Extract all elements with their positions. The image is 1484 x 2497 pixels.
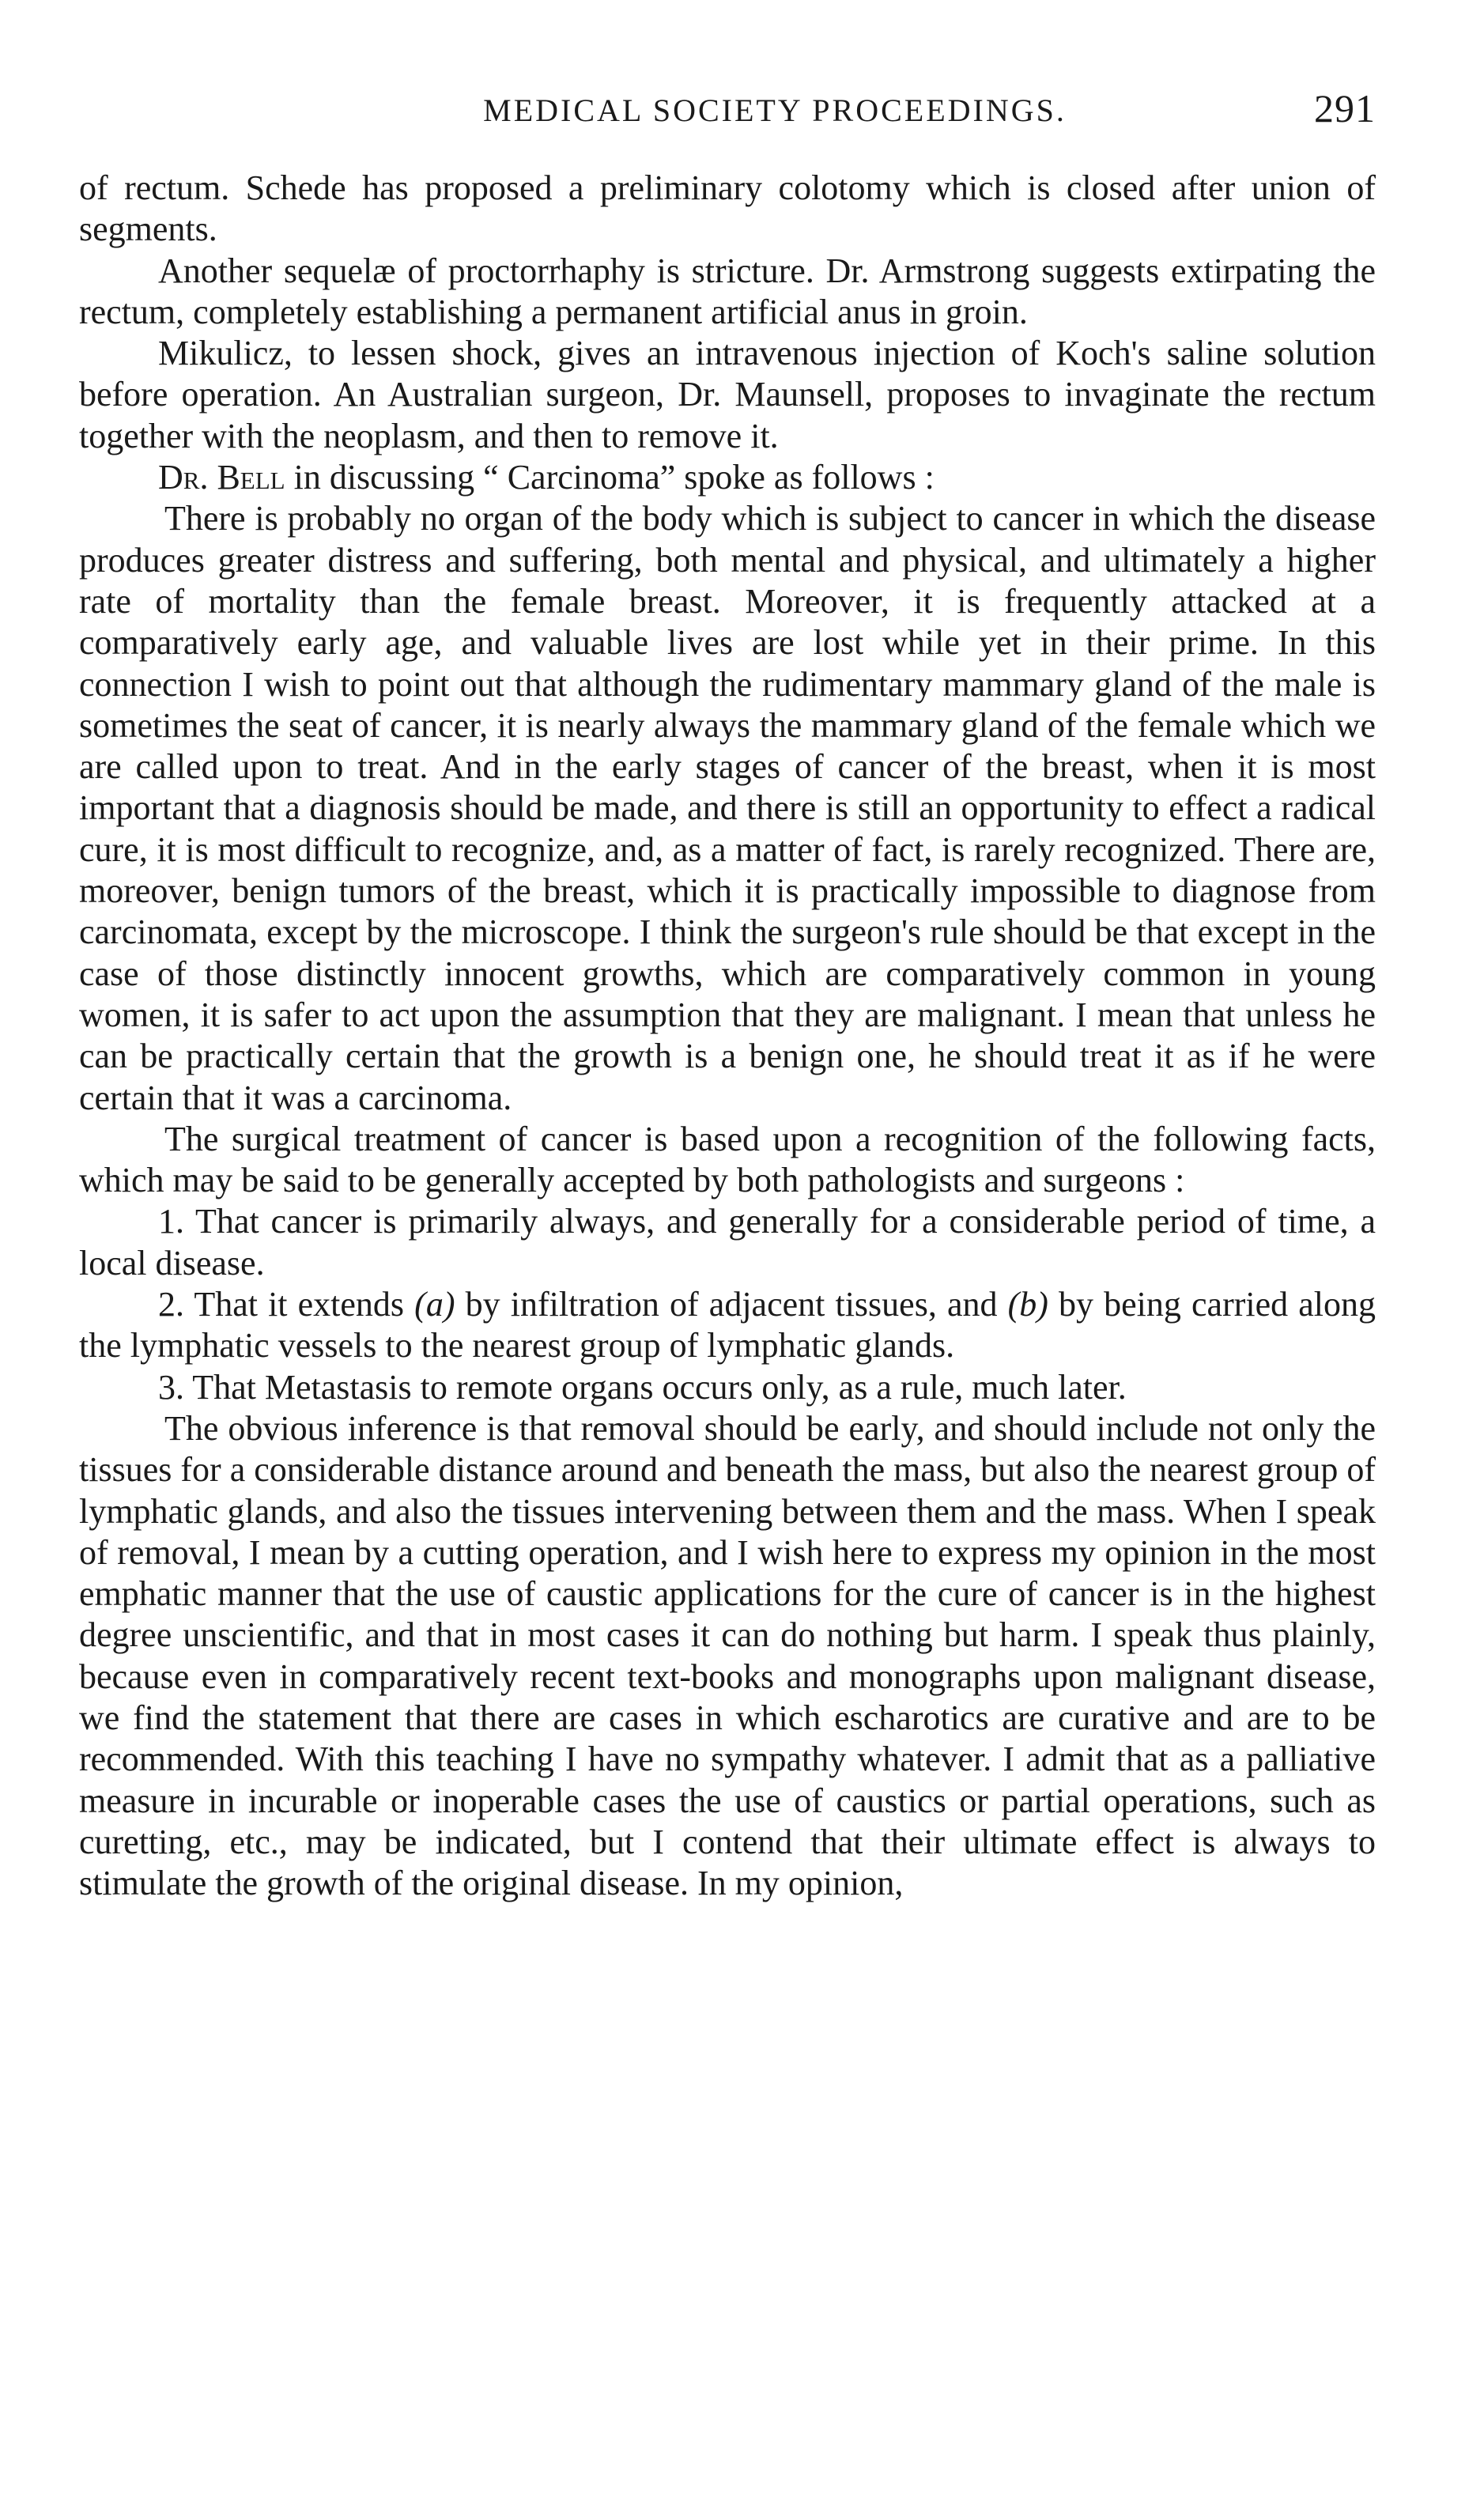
- list-item-2-text-b: by infiltration of adjacent tissues, and: [455, 1285, 1008, 1324]
- list-item-2: [79, 1284, 1376, 1367]
- paragraph-stricture: Another sequelæ of proctorrhaphy is stricture. Dr. Armstrong suggests extirpating the rectum, completely establishing a permanent artificial anus in groin.: [79, 251, 1376, 331]
- speaker-name: Dr. Bell: [158, 458, 285, 497]
- label-b: (b): [1007, 1285, 1048, 1324]
- list-item-1: 1. That cancer is primarily always, and generally for a considerable period of time, a local disease.: [79, 1202, 1376, 1282]
- page-number: 291: [1314, 86, 1376, 130]
- running-title: MEDICAL SOCIETY PROCEEDINGS.: [483, 93, 1067, 128]
- label-a: (a): [414, 1285, 455, 1324]
- list-item-2-text-c: by being carried along the lymphatic vessels to the nearest group of lymphatic glands.: [79, 1285, 1376, 1366]
- running-head: [79, 85, 1376, 133]
- body-text: [79, 168, 1376, 1904]
- paragraph-breast-cancer: There is probably no organ of the body which is subject to cancer in which the disease produces greater distress and suffering, both mental and physical, and ultimately a higher rate of mortality than the female breast. Moreover, it is frequently attacked at a comparatively early age, and valuable lives are lost while yet in their prime. In this connection I wish to point out that although the rudimentary mammary gland of the male is sometimes the seat of cancer, it is nearly always the mammary gland of the female which we are called upon to treat. And in the early stages of cancer of the breast, when it is most important that a diagnosis should be made, and there is still an opportunity to effect a radical cure, it is most difficult to recognize, and, as a matter of fact, is rarely recognized. There are, moreover, benign tumors of the breast, which it is practically impossible to diagnose from carcinomata, except by the microscope. I think the surgeon's rule should be that except in the case of those distinctly innocent growths, which are comparatively common in young women, it is safer to act upon the assumption that they are malignant. I mean that unless he can be practically certain that the growth is a benign one, he should treat it as if he were certain that it was a carcinoma.: [79, 499, 1376, 1117]
- paragraph-surgical-treatment: The surgical treatment of cancer is based upon a recognition of the following facts, which may be said to be generally accepted by both pathologists and surgeons :: [79, 1119, 1376, 1200]
- paragraph-rectum-continuation: of rectum. Schede has proposed a preliminary colotomy which is closed after union of segments.: [79, 168, 1376, 249]
- paragraph-obvious-inference: The obvious inference is that removal should be early, and should include not only the tissues for a considerable distance around and beneath the mass, but also the nearest group of lymphatic glands, and also the tissues intervening between them and the mass. When I speak of removal, I mean by a cutting operation, and I wish here to express my opinion in the most emphatic manner that the use of caustic applications for the cure of cancer is in the highest degree unscientific, and that in most cases it can do nothing but harm. I speak thus plainly, because even in comparatively recent text-books and monographs upon malignant disease, we find the statement that there are cases in which escharotics are curative and are to be recommended. With this teaching I have no sympathy whatever. I admit that as a palliative measure in incurable or inoperable cases the use of caustics or partial operations, such as curetting, etc., may be indicated, but I contend that their ultimate effect is always to stimulate the growth of the original disease. In my opinion,: [79, 1408, 1376, 1903]
- list-item-2-text-a: 2. That it extends: [158, 1285, 415, 1324]
- speaker-intro-text: in discussing “ Carcinoma” spoke as follows :: [285, 458, 935, 497]
- list-item-3: 3. That Metastasis to remote organs occurs only, as a rule, much later.: [158, 1367, 1127, 1407]
- paragraph-speaker-intro: [79, 457, 1376, 498]
- paragraph-mikulicz: Mikulicz, to lessen shock, gives an intravenous injection of Koch's saline solution before operation. An Australian surgeon, Dr. Maunsell, proposes to invaginate the rectum together with the neoplasm, and then to remove it.: [79, 334, 1376, 455]
